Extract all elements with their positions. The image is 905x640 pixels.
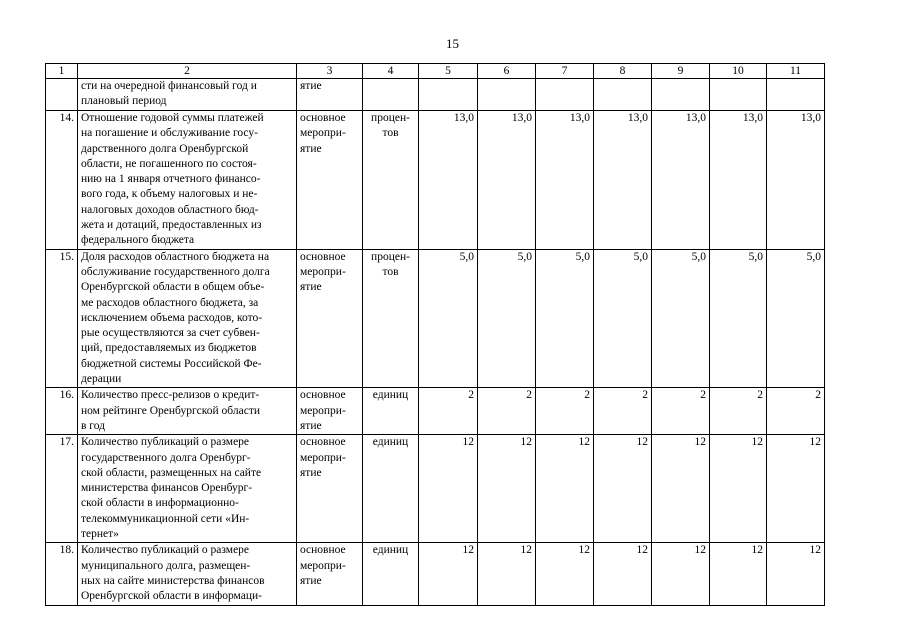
indicator-name-line: области, не погашенного по состоя- [81,157,257,170]
indicator-name-line: нию на 1 января отчетного финансо- [81,173,261,186]
indicator-name-line: ме расходов областного бюджета, за [81,296,259,309]
value-cell: 12 [536,543,594,605]
value-cell [767,79,825,111]
indicator-name-line: Оренбургской области в общем объе- [81,281,265,294]
value-cell: 5,0 [767,249,825,388]
event-type-line: ятие [300,281,322,294]
indicator-name [78,79,297,111]
event-type [297,249,363,388]
indicator-name-line: сти на очередной финансовый год и [81,80,257,92]
row-number: 17. [46,435,78,543]
value-cell: 12 [594,543,652,605]
event-type-line: меропри- [300,404,346,417]
event-type-line: ятие [300,466,322,479]
indicator-name-line: исключением объема расходов, кото- [81,311,263,324]
indicator-name-line: муниципального долга, размещен- [81,559,251,572]
unit-line: процен- [371,250,410,263]
indicator-name-line: вого года, к объему налоговых и не- [81,188,258,201]
event-type-line: меропри- [300,265,346,278]
event-type [297,543,363,605]
table-row [46,435,825,543]
column-header: 5 [419,64,478,79]
value-cell: 5,0 [419,249,478,388]
value-cell: 2 [710,388,767,435]
column-header: 8 [594,64,652,79]
column-header: 3 [297,64,363,79]
column-header: 7 [536,64,594,79]
indicator-name-line: телекоммуникационной сети «Ин- [81,512,250,525]
event-type [297,79,363,111]
indicator-name [78,543,297,605]
value-cell [594,79,652,111]
value-cell: 12 [767,435,825,543]
column-header: 2 [78,64,297,79]
indicator-name-line: федерального бюджета [81,234,195,247]
table-row [46,111,825,250]
unit-line: единиц [372,436,409,449]
value-cell: 13,0 [536,111,594,250]
event-type-line: меропри- [300,127,346,140]
value-cell [536,79,594,111]
event-type-line: основное [300,112,346,124]
value-cell: 12 [710,435,767,543]
indicator-name-line: дерации [81,373,122,386]
value-cell: 5,0 [536,249,594,388]
event-type-line: основное [300,544,346,557]
indicator-name-line: тернет» [81,528,119,541]
row-number: 15. [46,249,78,388]
page-number: 15 [446,36,459,51]
indicator-name-line: государственного долга Оренбург- [81,451,251,464]
value-cell: 2 [652,388,710,435]
indicator-name-line: налоговых доходов областного бюд- [81,203,259,216]
indicator-name-line: на погашение и обслуживание госу- [81,127,258,140]
value-cell: 13,0 [767,111,825,250]
row-number [46,79,78,111]
indicator-name-line: дарственного долга Оренбургской [81,142,249,155]
column-header: 11 [767,64,825,79]
value-cell: 12 [594,435,652,543]
event-type-line: меропри- [300,559,346,572]
unit-line: тов [382,127,399,140]
column-header: 6 [478,64,536,79]
event-type-line: ятие [300,80,322,92]
indicator-name-line: жета и дотаций, предоставленных из [81,219,262,232]
unit-line: единиц [372,544,409,557]
unit-line: процен- [371,112,410,124]
table-row [46,79,825,111]
value-cell: 12 [710,543,767,605]
value-cell: 13,0 [594,111,652,250]
event-type-line: ятие [300,419,322,432]
event-type-line: основное [300,389,346,402]
indicator-name-line: Отношение годовой суммы платежей [81,112,264,124]
value-cell: 12 [419,543,478,605]
value-cell: 13,0 [652,111,710,250]
value-cell: 2 [767,388,825,435]
column-header: 9 [652,64,710,79]
column-header: 4 [363,64,419,79]
indicator-name-line: рые осуществляются за счет субвен- [81,327,260,340]
value-cell: 2 [478,388,536,435]
indicator-name [78,435,297,543]
value-cell: 5,0 [652,249,710,388]
indicator-name-line: Доля расходов областного бюджета на [81,250,270,263]
value-cell: 12 [767,543,825,605]
value-cell [478,79,536,111]
column-header: 1 [46,64,78,79]
table-row [46,543,825,605]
unit-of-measure [363,435,419,543]
value-cell [652,79,710,111]
indicator-name-line: Количество публикаций о размере [81,544,250,557]
indicator-name-line: плановый период [81,95,167,108]
indicator-name [78,249,297,388]
value-cell: 2 [419,388,478,435]
value-cell: 12 [536,435,594,543]
column-header: 10 [710,64,767,79]
value-cell: 5,0 [710,249,767,388]
value-cell: 2 [594,388,652,435]
event-type [297,435,363,543]
value-cell: 13,0 [710,111,767,250]
value-cell [710,79,767,111]
unit-of-measure [363,543,419,605]
indicator-name-line: Количество публикаций о размере [81,436,250,449]
indicator-name-line: ской области, размещенных на сайте [81,466,262,479]
event-type [297,388,363,435]
unit-of-measure [363,249,419,388]
indicator-name-line: в год [81,419,106,432]
event-type-line: меропри- [300,451,346,464]
value-cell: 12 [652,435,710,543]
indicator-name-line: ской области в информационно- [81,497,239,510]
indicator-name-line: обслуживание государственного долга [81,265,270,278]
event-type-line: основное [300,436,346,449]
value-cell: 12 [419,435,478,543]
value-cell: 12 [652,543,710,605]
unit-line: тов [382,265,399,278]
event-type-line: основное [300,250,346,263]
row-number: 16. [46,388,78,435]
unit-of-measure [363,79,419,111]
value-cell: 12 [478,543,536,605]
column-header-row [46,64,825,79]
table-row [46,388,825,435]
event-type-line: ятие [300,142,322,155]
event-type [297,111,363,250]
value-cell: 13,0 [419,111,478,250]
indicators-table [45,63,825,606]
value-cell: 13,0 [478,111,536,250]
unit-line: единиц [372,389,409,402]
value-cell: 5,0 [594,249,652,388]
indicator-name [78,388,297,435]
row-number: 14. [46,111,78,250]
indicator-name-line: ном рейтинге Оренбургской области [81,404,260,417]
value-cell: 2 [536,388,594,435]
unit-of-measure [363,111,419,250]
value-cell: 12 [478,435,536,543]
value-cell [419,79,478,111]
table-row [46,249,825,388]
indicator-name-line: ций, предоставляемых из бюджетов [81,342,257,355]
value-cell: 5,0 [478,249,536,388]
indicator-name-line: Оренбургской области в информаци- [81,590,262,603]
indicator-name-line: бюджетной системы Российской Фе- [81,357,262,370]
indicator-name [78,111,297,250]
event-type-line: ятие [300,574,322,587]
indicator-name-line: ных на сайте министерства финансов [81,574,265,587]
indicator-name-line: Количество пресс-релизов о кредит- [81,389,260,402]
unit-of-measure [363,388,419,435]
indicator-name-line: министерства финансов Оренбург- [81,482,253,495]
row-number: 18. [46,543,78,605]
